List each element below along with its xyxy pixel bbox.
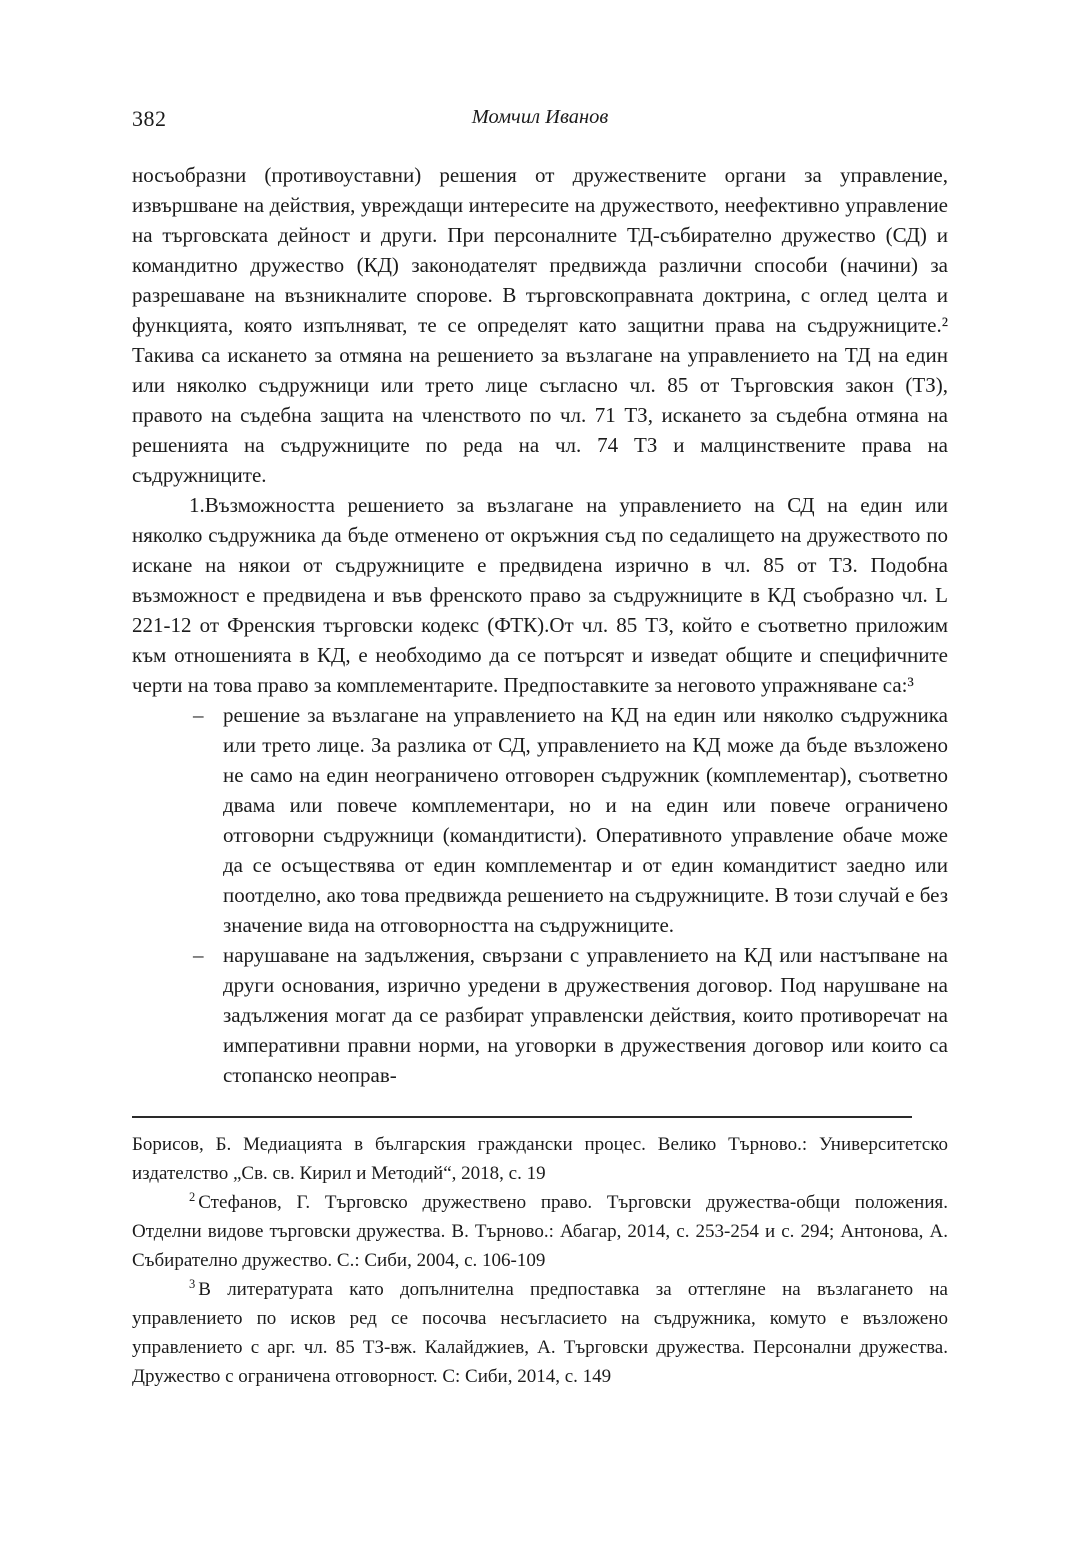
running-head-author: Момчил Иванов xyxy=(471,106,609,128)
page-header xyxy=(132,106,948,138)
list-item-dash: – xyxy=(193,703,204,727)
footnotes-section xyxy=(132,1116,948,1391)
footnote-3 xyxy=(132,1275,948,1391)
footnote-text: В литературата като допълнителна предпоставка за оттегляне на възлагането на управлението по исков ред се посочва несъгласието на съдружника, комуто е възложено управлението с арг. чл. 85 ТЗ-вж. Калайджиев, А. Търговски дружества. Персонални дружества. Дружество с ограничена отговорност. С: Сиби, 2014, с. 149 xyxy=(132,1279,948,1387)
footnote-marker: 2 xyxy=(189,1189,196,1204)
footnote-text: Борисов, Б. Медиацията в българския граждански процес. Велико Търново.: Университетско издателство „Св. св. Кирил и Методий“, 2018, с. 19 xyxy=(132,1134,948,1184)
paragraph-section-1: 1.Възможността решението за възлагане на управлението на СД на един или няколко съдружника да бъде отменено от окръжния съд по седалището на дружеството по искане на някои от съдружниците е предвидена изрично в чл. 85 от ТЗ. Подобна възможност е предвидена и във френското право за съдружниците в КД съобразно чл. L 221-12 от Френския търговски кодекс (ФТК).От чл. 85 ТЗ, който е съответно приложим към отношенията в КД, е необходимо да се потърсят и изведат общите и специфичните черти на това право за комплементарите. Предпоставките за неговото упражняване са:³ xyxy=(132,493,948,697)
footnote-text: Стефанов, Г. Търговско дружествено право. Търговски дружества-общи положения. Отделни видове търговски дружества. В. Търново.: Абагар, 2014, с. 253-254 и с. 294; Антонова, А. Събирателно дружество. С.: Сиби, 2004, с. 106-109 xyxy=(132,1192,948,1271)
list-item-text: решение за възлагане на управлението на КД на един или няколко съдружника или трето лице. За разлика от СД, управлението на КД може да бъде възложено не само на един неограничено отговорен съдружник (комплементар), съответно двама или повече комплементари, но и на един или повече ограничено отговорни съдружници (командитисти). Оперативното управление обаче може да се осъществява от един комплементар и от един командитист заедно или поотделно, ако това предвижда решението на съдружниците. В този случай е без значение вида на отговорността на съдружниците. xyxy=(223,703,948,937)
paragraph-continuation: носъобразни (противоуставни) решения от дружествените органи за управление, извършване на действия, увреждащи интересите на дружеството, неефективно управление на търговската дейност и други. При персоналните ТД-събирателно дружество (СД) и командитно дружество (КД) законодателят предвижда различни способи (начини) за разрешаване на възникналите спорове. В търговскоправната доктрина, с оглед целта и функцията, която изпълняват, те се определят като защитни права на съдружниците.² Такива са искането за отмяна на решението за възлагане на управлението на ТД на един или няколко съдружници или трето лице съгласно чл. 85 от Търговския закон (ТЗ), правото на съдебна защита на членството по чл. 71 ТЗ, искането за съдебна отмяна на решенията на съдружниците по реда на чл. 74 ТЗ и малцинствените права на съдружниците. xyxy=(132,163,948,487)
footnote-separator-rule xyxy=(132,1116,912,1118)
footnote-continuation xyxy=(132,1130,948,1188)
footnote-2 xyxy=(132,1188,948,1275)
list-item-dash: – xyxy=(193,943,204,967)
list-item xyxy=(132,700,948,940)
list-item-text: нарушаване на задължения, свързани с управлението на КД или настъпване на други основания, изрично уредени в дружествения договор. Под нарушване на задължения могат да се разбират управленски действия, които противоречат на императивни правни норми, на уговорки в дружествения договор или които са стопанско неоправ- xyxy=(223,943,948,1087)
dash-list xyxy=(132,700,948,1090)
page-number: 382 xyxy=(132,106,167,131)
body-text xyxy=(132,160,948,1090)
list-item xyxy=(132,940,948,1090)
footnote-marker: 3 xyxy=(189,1276,196,1291)
